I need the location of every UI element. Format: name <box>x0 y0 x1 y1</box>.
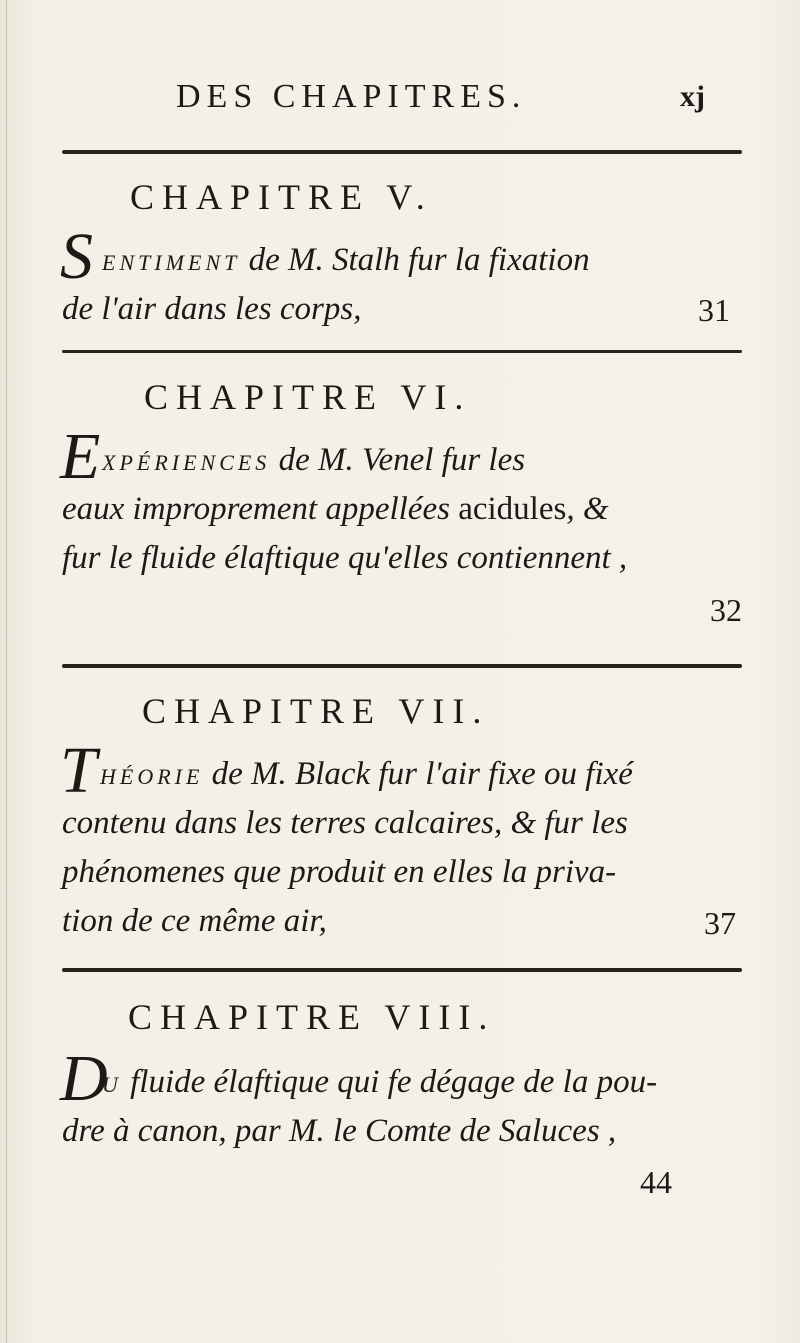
entry-line <box>102 236 590 287</box>
rule-divider <box>62 968 742 972</box>
drop-cap: D <box>60 1042 108 1115</box>
page-number: 37 <box>704 905 736 941</box>
chapter-heading: CHAPITRE VIII. <box>128 997 496 1037</box>
entry-line: phénomenes que produit en elles la priva- <box>62 854 617 890</box>
drop-cap: T <box>60 734 97 807</box>
entry-line: tion de ce même air, <box>62 903 327 939</box>
rule-divider <box>62 150 742 154</box>
entry-text: fluide élaftique qui fe dégage de la pou- <box>130 1064 658 1100</box>
page-gutter <box>6 0 7 1343</box>
entry-lead: XPÉRIENCES <box>102 450 271 475</box>
entry-line: fur le fluide élaftique qu'elles contiennent , <box>62 540 628 576</box>
drop-cap: S <box>60 220 93 293</box>
entry-line <box>102 1058 657 1109</box>
entry-lead: U <box>102 1072 122 1097</box>
entry-text: de M. Stalh fur la fixation <box>248 242 590 278</box>
folio: xj <box>680 80 705 113</box>
chapter-heading: CHAPITRE V. <box>130 177 433 217</box>
chapter-entry <box>60 420 750 646</box>
page-number: 44 <box>640 1164 672 1200</box>
entry-text-roman: acidules <box>458 491 567 527</box>
entry-text: de M. Venel fur les <box>278 442 526 478</box>
entry-lead: ENTIMENT <box>102 250 241 275</box>
entry-line <box>100 750 633 801</box>
running-title: DES CHAPITRES. <box>176 78 527 115</box>
chapter-entry <box>60 734 750 960</box>
chapter-heading: CHAPITRE VII. <box>142 691 490 731</box>
entry-line: contenu dans les terres calcaires, & fur les <box>62 805 628 841</box>
entry-text: eaux improprement appellées <box>62 491 450 527</box>
page-number: 31 <box>698 292 730 328</box>
chapter-entry <box>60 220 750 336</box>
entry-line <box>62 485 609 534</box>
chapter-heading: CHAPITRE VI. <box>144 377 472 417</box>
rule-divider <box>62 350 742 353</box>
entry-line: de l'air dans les corps, <box>62 291 362 327</box>
entry-text: de M. Black fur l'air fixe ou fixé <box>211 756 633 792</box>
chapter-entry <box>60 1042 750 1218</box>
entry-line <box>102 436 525 487</box>
entry-lead: HÉORIE <box>100 764 204 789</box>
entry-text: , & <box>566 491 609 527</box>
running-head <box>0 78 800 126</box>
rule-divider <box>62 664 742 668</box>
page-number: 32 <box>710 592 742 628</box>
drop-cap: E <box>60 420 101 493</box>
entry-line: dre à canon, par M. le Comte de Saluces , <box>62 1113 617 1149</box>
